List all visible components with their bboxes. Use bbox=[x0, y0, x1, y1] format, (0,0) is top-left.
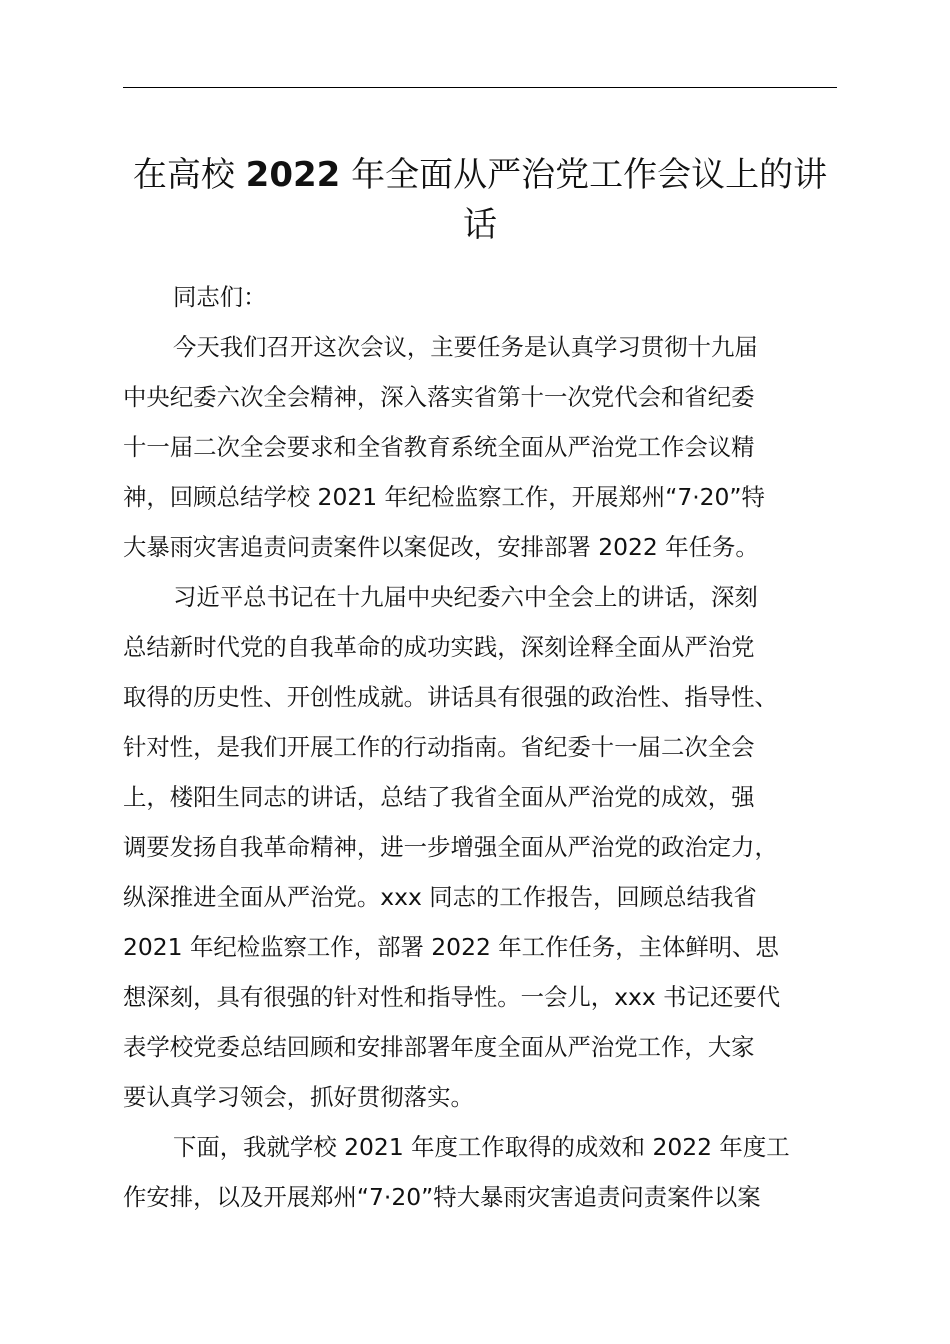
body-line: 上，楼阳生同志的讲话，总结了我省全面从严治党的成效，强 bbox=[123, 783, 755, 811]
document-body bbox=[123, 272, 837, 1222]
body-line: 下面，我就学校 2021 年度工作取得的成效和 2022 年度工 bbox=[173, 1133, 790, 1161]
title-year: 2022 bbox=[245, 155, 341, 195]
body-line: 十一届二次全会要求和全省教育系统全面从严治党工作会议精 bbox=[123, 433, 755, 461]
title-suffix: 年全面从严治党工作会议上的讲 bbox=[340, 155, 828, 195]
body-line: 中央纪委六次全会精神，深入落实省第十一次党代会和省纪委 bbox=[123, 383, 755, 411]
body-line: 2021 年纪检监察工作，部署 2022 年工作任务，主体鲜明、思 bbox=[123, 933, 779, 961]
body-line: 取得的历史性、开创性成就。讲话具有很强的政治性、指导性、 bbox=[123, 683, 778, 711]
body-line: 调要发扬自我革命精神，进一步增强全面从严治党的政治定力， bbox=[123, 833, 778, 861]
body-line: 想深刻，具有很强的针对性和指导性。一会儿，xxx 书记还要代 bbox=[123, 983, 781, 1011]
header-rule bbox=[123, 87, 837, 88]
body-line: 要认真学习领会，抓好贯彻落实。 bbox=[123, 1083, 474, 1111]
document-title bbox=[110, 150, 850, 250]
body-line: 同志们： bbox=[173, 283, 267, 311]
body-line: 作安排，以及开展郑州“7·20”特大暴雨灾害追责问责案件以案 bbox=[123, 1183, 761, 1211]
body-line: 针对性，是我们开展工作的行动指南。省纪委十一届二次全会 bbox=[123, 733, 755, 761]
body-line: 表学校党委总结回顾和安排部署年度全面从严治党工作，大家 bbox=[123, 1033, 755, 1061]
body-line: 大暴雨灾害追责问责案件以案促改，安排部署 2022 年任务。 bbox=[123, 533, 759, 561]
body-line: 纵深推进全面从严治党。xxx 同志的工作报告，回顾总结我省 bbox=[123, 883, 757, 911]
title-line-2: 话 bbox=[463, 205, 497, 245]
body-line: 习近平总书记在十九届中央纪委六中全会上的讲话，深刻 bbox=[173, 583, 758, 611]
body-line: 今天我们召开这次会议，主要任务是认真学习贯彻十九届 bbox=[173, 333, 758, 361]
body-line: 总结新时代党的自我革命的成功实践，深刻诠释全面从严治党 bbox=[123, 633, 755, 661]
body-line: 神，回顾总结学校 2021 年纪检监察工作，开展郑州“7·20”特 bbox=[123, 483, 765, 511]
title-prefix: 在高校 bbox=[132, 155, 246, 195]
